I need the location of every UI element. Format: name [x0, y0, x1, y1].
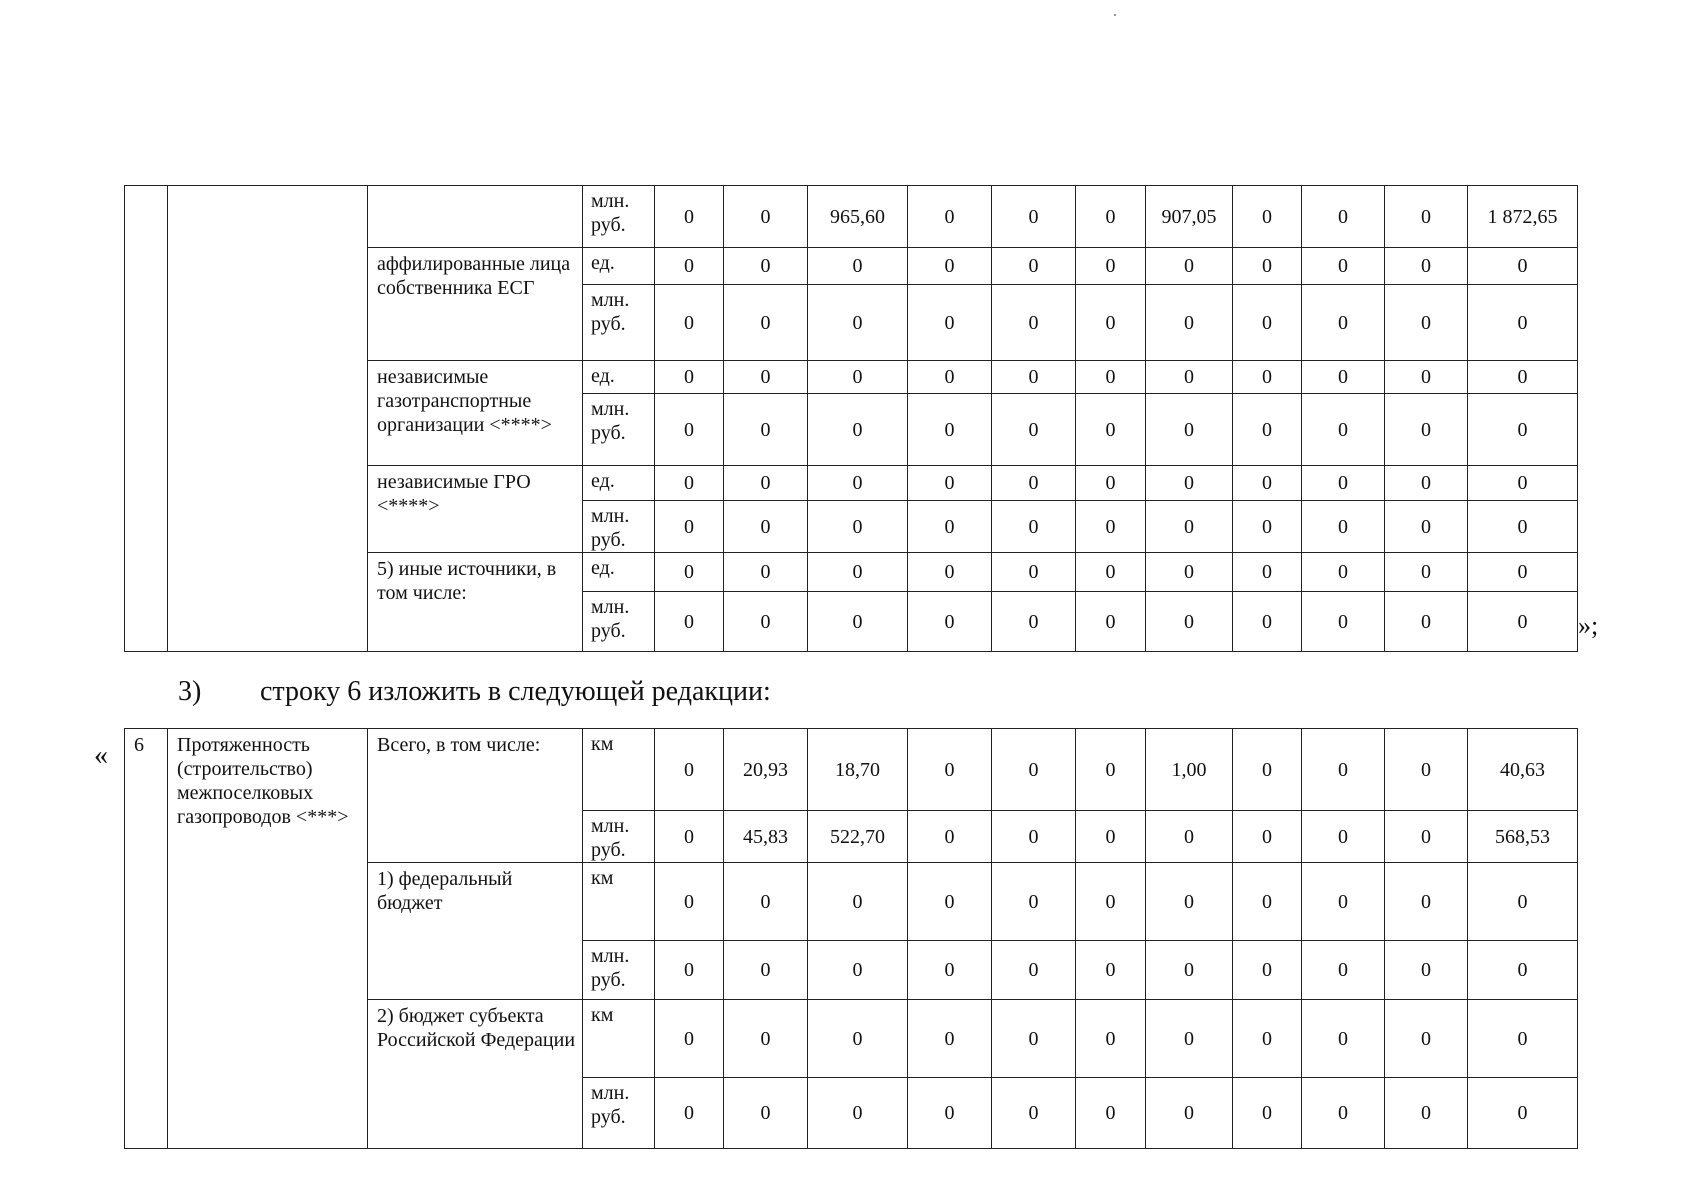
value-cell: 0 [1385, 186, 1468, 248]
value-cell: 0 [724, 863, 808, 941]
value-cell: 0 [908, 941, 992, 1000]
value-cell: 0 [655, 248, 724, 285]
value-cell: 965,60 [808, 186, 908, 248]
table-row [125, 729, 1578, 811]
group-label: 5) иные источники, в том числе: [368, 553, 583, 652]
value-cell: 0 [1302, 592, 1385, 652]
value-cell: 0 [655, 1000, 724, 1078]
value-cell: 0 [1302, 553, 1385, 592]
value-cell: 0 [908, 863, 992, 941]
value-cell: 0 [724, 285, 808, 361]
value-cell: 0 [1076, 592, 1146, 652]
value-cell: 0 [908, 466, 992, 501]
unit-cell: млн. руб. [583, 811, 655, 863]
total-cell: 0 [1468, 941, 1578, 1000]
value-cell: 0 [808, 553, 908, 592]
value-cell: 0 [1302, 248, 1385, 285]
value-cell: 0 [1146, 501, 1233, 553]
value-cell: 0 [1233, 592, 1302, 652]
value-cell: 0 [1146, 863, 1233, 941]
value-cell: 0 [1076, 466, 1146, 501]
row-number-cell: 6 [125, 729, 168, 1149]
value-cell: 0 [1076, 941, 1146, 1000]
group-label: аффилированные лица собственника ЕСГ [368, 248, 583, 361]
table-row [125, 186, 1578, 248]
value-cell: 0 [1385, 592, 1468, 652]
value-cell: 0 [655, 285, 724, 361]
unit-cell: ед. [583, 361, 655, 394]
value-cell: 0 [1233, 248, 1302, 285]
total-cell: 0 [1468, 466, 1578, 501]
value-cell: 0 [655, 553, 724, 592]
value-cell: 0 [1233, 501, 1302, 553]
group-label: независимые газотранспортные организации <****> [368, 361, 583, 466]
value-cell: 0 [1233, 553, 1302, 592]
unit-cell: млн. руб. [583, 1078, 655, 1149]
total-cell: 0 [1468, 1000, 1578, 1078]
instruction-text: строку 6 изложить в следующей редакции: [260, 676, 771, 707]
value-cell: 0 [1146, 941, 1233, 1000]
value-cell: 0 [1076, 1000, 1146, 1078]
value-cell: 0 [808, 466, 908, 501]
unit-cell: ед. [583, 466, 655, 501]
value-cell: 0 [724, 1078, 808, 1149]
value-cell: 0 [724, 1000, 808, 1078]
value-cell: 0 [655, 186, 724, 248]
value-cell: 0 [724, 501, 808, 553]
value-cell: 0 [808, 285, 908, 361]
value-cell: 0 [1076, 248, 1146, 285]
value-cell: 0 [1146, 811, 1233, 863]
value-cell: 0 [1076, 361, 1146, 394]
unit-cell: млн. руб. [583, 186, 655, 248]
value-cell: 0 [1146, 285, 1233, 361]
group-label: Всего, в том числе: [368, 729, 583, 863]
value-cell: 0 [1146, 394, 1233, 466]
unit-cell: км [583, 729, 655, 811]
value-cell: 0 [808, 394, 908, 466]
value-cell: 0 [655, 941, 724, 1000]
total-cell: 0 [1468, 394, 1578, 466]
value-cell: 0 [992, 394, 1076, 466]
group-label: независимые ГРО <****> [368, 466, 583, 553]
value-cell: 0 [908, 553, 992, 592]
value-cell: 0 [908, 248, 992, 285]
row-number-cell [125, 186, 168, 652]
value-cell: 0 [1302, 394, 1385, 466]
value-cell: 0 [808, 863, 908, 941]
total-cell: 0 [1468, 1078, 1578, 1149]
value-cell: 0 [1233, 863, 1302, 941]
value-cell: 45,83 [724, 811, 808, 863]
value-cell: 0 [808, 592, 908, 652]
unit-cell: млн. руб. [583, 501, 655, 553]
value-cell: 0 [1302, 1000, 1385, 1078]
unit-cell: ед. [583, 553, 655, 592]
value-cell: 0 [724, 466, 808, 501]
value-cell: 0 [1385, 248, 1468, 285]
unit-cell: км [583, 1000, 655, 1078]
closing-quote-mark: »; [1578, 611, 1599, 640]
value-cell: 0 [992, 941, 1076, 1000]
value-cell: 0 [1302, 501, 1385, 553]
value-cell: 0 [655, 729, 724, 811]
value-cell: 0 [655, 1078, 724, 1149]
value-cell: 0 [1146, 553, 1233, 592]
group-label [368, 186, 583, 248]
value-cell: 0 [655, 811, 724, 863]
value-cell: 0 [655, 501, 724, 553]
unit-cell: млн. руб. [583, 592, 655, 652]
value-cell: 0 [1233, 285, 1302, 361]
value-cell: 0 [908, 361, 992, 394]
value-cell: 0 [992, 1078, 1076, 1149]
value-cell: 0 [1385, 941, 1468, 1000]
value-cell: 0 [1146, 1078, 1233, 1149]
value-cell: 0 [1076, 729, 1146, 811]
value-cell: 0 [1233, 1078, 1302, 1149]
value-cell: 0 [808, 361, 908, 394]
value-cell: 907,05 [1146, 186, 1233, 248]
value-cell: 0 [1146, 1000, 1233, 1078]
value-cell: 0 [908, 1000, 992, 1078]
value-cell: 0 [655, 863, 724, 941]
indicator-cell: Протяженность (строительство) межпоселковых газопроводов <***> [168, 729, 368, 1149]
value-cell: 0 [655, 361, 724, 394]
value-cell: 0 [1302, 285, 1385, 361]
total-cell: 0 [1468, 553, 1578, 592]
group-label: 2) бюджет субъекта Российской Федерации [368, 1000, 583, 1149]
value-cell: 0 [1302, 361, 1385, 394]
value-cell: 0 [724, 248, 808, 285]
instruction-number: 3) [178, 676, 202, 707]
opening-quote-mark: « [94, 740, 108, 771]
value-cell: 0 [1233, 941, 1302, 1000]
value-cell: 0 [655, 394, 724, 466]
total-cell: 1 872,65 [1468, 186, 1578, 248]
value-cell: 0 [1076, 285, 1146, 361]
value-cell: 0 [1076, 1078, 1146, 1149]
value-cell: 0 [908, 811, 992, 863]
value-cell: 0 [655, 466, 724, 501]
value-cell: 0 [1233, 361, 1302, 394]
value-cell: 0 [1385, 285, 1468, 361]
value-cell: 0 [1233, 394, 1302, 466]
value-cell: 0 [808, 1000, 908, 1078]
value-cell: 0 [992, 863, 1076, 941]
value-cell: 0 [724, 361, 808, 394]
total-cell: 40,63 [1468, 729, 1578, 811]
value-cell: 0 [808, 941, 908, 1000]
value-cell: 0 [1385, 553, 1468, 592]
value-cell: 0 [1233, 729, 1302, 811]
value-cell: 0 [908, 501, 992, 553]
value-cell: 0 [908, 186, 992, 248]
value-cell: 0 [724, 592, 808, 652]
value-cell: 0 [1385, 361, 1468, 394]
top-table [124, 185, 1578, 652]
value-cell: 0 [1302, 466, 1385, 501]
value-cell: 0 [908, 729, 992, 811]
value-cell: 0 [908, 394, 992, 466]
instruction-heading [178, 676, 771, 708]
value-cell: 0 [808, 1078, 908, 1149]
value-cell: 0 [1146, 361, 1233, 394]
total-cell: 568,53 [1468, 811, 1578, 863]
value-cell: 0 [908, 592, 992, 652]
value-cell: 0 [1146, 592, 1233, 652]
value-cell: 0 [1302, 863, 1385, 941]
value-cell: 0 [1233, 1000, 1302, 1078]
value-cell: 0 [724, 186, 808, 248]
value-cell: 0 [992, 466, 1076, 501]
value-cell: 0 [1076, 501, 1146, 553]
unit-cell: млн. руб. [583, 941, 655, 1000]
value-cell: 0 [1385, 1000, 1468, 1078]
unit-cell: млн. руб. [583, 394, 655, 466]
bottom-table [124, 728, 1578, 1149]
value-cell: 0 [1146, 248, 1233, 285]
value-cell: 0 [808, 248, 908, 285]
value-cell: 18,70 [808, 729, 908, 811]
value-cell: 0 [992, 501, 1076, 553]
value-cell: 0 [992, 361, 1076, 394]
total-cell: 0 [1468, 361, 1578, 394]
scan-speck [1114, 14, 1116, 16]
value-cell: 20,93 [724, 729, 808, 811]
total-cell: 0 [1468, 592, 1578, 652]
total-cell: 0 [1468, 285, 1578, 361]
value-cell: 0 [992, 186, 1076, 248]
value-cell: 0 [1076, 863, 1146, 941]
total-cell: 0 [1468, 501, 1578, 553]
value-cell: 0 [1385, 863, 1468, 941]
value-cell: 0 [1302, 1078, 1385, 1149]
value-cell: 0 [992, 592, 1076, 652]
value-cell: 0 [1302, 186, 1385, 248]
value-cell: 0 [1385, 394, 1468, 466]
value-cell: 0 [992, 1000, 1076, 1078]
value-cell: 0 [1385, 729, 1468, 811]
value-cell: 0 [992, 729, 1076, 811]
value-cell: 0 [1076, 811, 1146, 863]
indicator-cell [168, 186, 368, 652]
value-cell: 0 [655, 592, 724, 652]
unit-cell: км [583, 863, 655, 941]
value-cell: 0 [908, 285, 992, 361]
value-cell: 0 [1385, 1078, 1468, 1149]
value-cell: 0 [1233, 186, 1302, 248]
value-cell: 0 [1302, 729, 1385, 811]
value-cell: 0 [808, 501, 908, 553]
total-cell: 0 [1468, 863, 1578, 941]
value-cell: 0 [724, 553, 808, 592]
value-cell: 0 [724, 941, 808, 1000]
group-label: 1) федеральный бюджет [368, 863, 583, 1000]
value-cell: 0 [1076, 394, 1146, 466]
value-cell: 0 [1385, 466, 1468, 501]
value-cell: 0 [1146, 466, 1233, 501]
value-cell: 0 [1233, 811, 1302, 863]
value-cell: 0 [992, 811, 1076, 863]
value-cell: 0 [1385, 501, 1468, 553]
value-cell: 0 [908, 1078, 992, 1149]
value-cell: 0 [1076, 186, 1146, 248]
total-cell: 0 [1468, 248, 1578, 285]
unit-cell: млн. руб. [583, 285, 655, 361]
value-cell: 0 [1076, 553, 1146, 592]
value-cell: 0 [992, 248, 1076, 285]
value-cell: 0 [1385, 811, 1468, 863]
value-cell: 1,00 [1146, 729, 1233, 811]
value-cell: 0 [724, 394, 808, 466]
value-cell: 522,70 [808, 811, 908, 863]
value-cell: 0 [992, 285, 1076, 361]
unit-cell: ед. [583, 248, 655, 285]
value-cell: 0 [992, 553, 1076, 592]
value-cell: 0 [1233, 466, 1302, 501]
value-cell: 0 [1302, 941, 1385, 1000]
value-cell: 0 [1302, 811, 1385, 863]
